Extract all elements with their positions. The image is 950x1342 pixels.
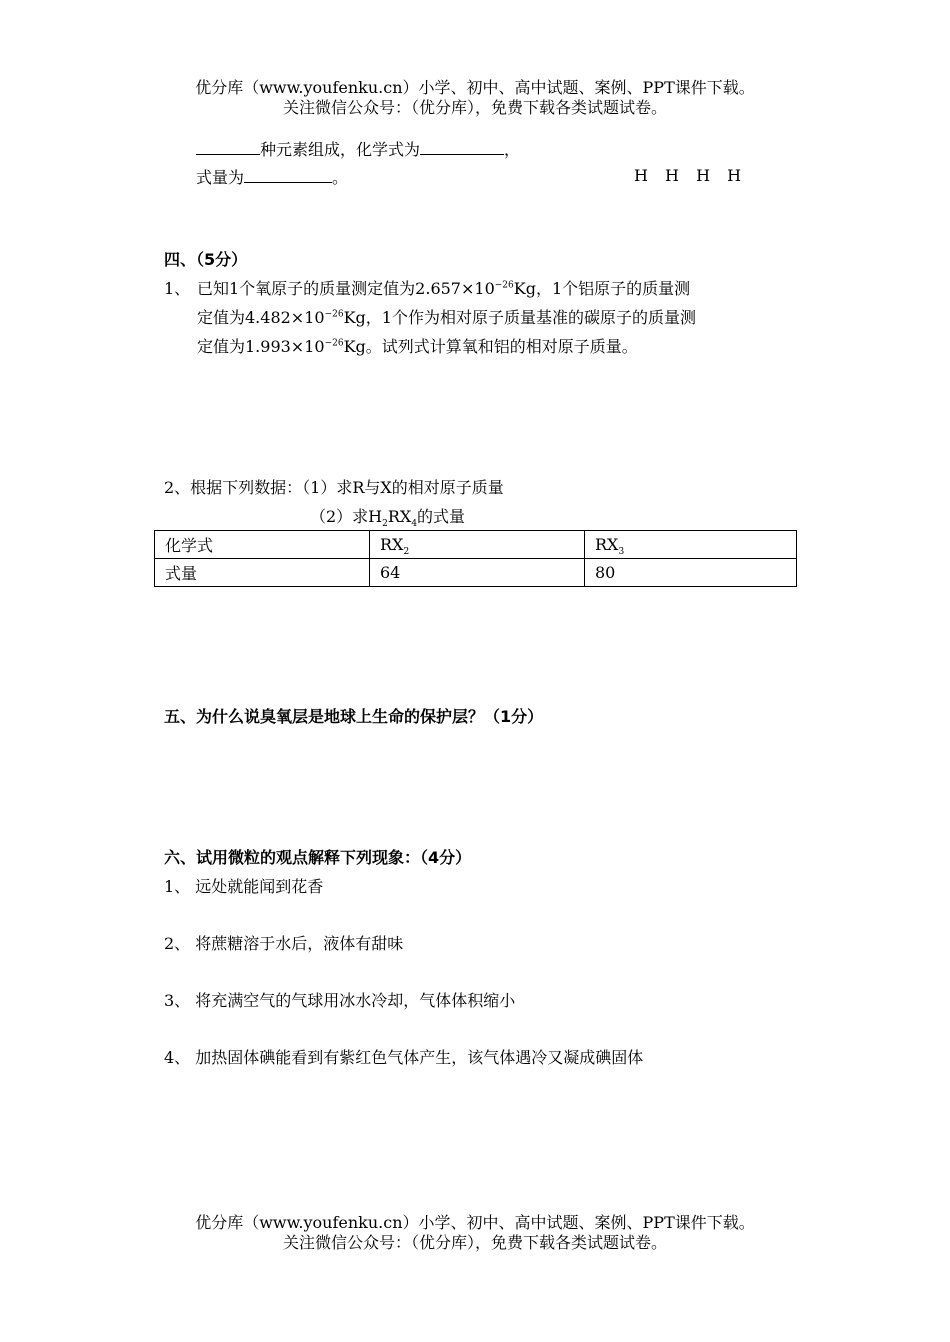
answer-blank[interactable] bbox=[196, 138, 260, 155]
formula: RX bbox=[380, 535, 404, 554]
question-2-line-1: 2、根据下列数据：（1）求R与X的相对原子质量 bbox=[164, 478, 504, 497]
composition-text: 种元素组成，化学式为 bbox=[260, 140, 421, 159]
q1-text: Kg。试列式计算氧和铝的相对原子质量。 bbox=[343, 337, 638, 356]
structure-h-labels: H H H H bbox=[634, 166, 742, 185]
list-item: 1、 远处就能闻到花香 bbox=[164, 877, 324, 896]
section-4-title: 四、（5分） bbox=[164, 250, 248, 269]
table-row bbox=[155, 531, 797, 559]
table-row bbox=[155, 559, 797, 587]
formula-weight-line bbox=[196, 166, 348, 188]
answer-blank[interactable] bbox=[244, 166, 332, 183]
exponent: −26 bbox=[494, 280, 514, 291]
section-6-title: 六、试用微粒的观点解释下列现象：（4分） bbox=[164, 848, 472, 867]
question-1-line-3 bbox=[197, 337, 638, 357]
footer-line-1: 优分库（www.youfenku.cn）小学、初中、高中试题、案例、PPT课件下载。 bbox=[195, 1213, 755, 1232]
q1-text: 定值为4.482×10 bbox=[197, 308, 325, 327]
formula-weight-text: 式量为 bbox=[196, 168, 245, 187]
question-1-line-2 bbox=[197, 308, 696, 328]
table-header-cell: 式量 bbox=[155, 559, 370, 587]
section-5-title: 五、为什么说臭氧层是地球上生命的保护层？（1分） bbox=[164, 707, 544, 726]
q1-text: Kg，1个铝原子的质量测 bbox=[513, 279, 691, 298]
table-cell bbox=[585, 531, 797, 559]
punctuation: ， bbox=[504, 140, 521, 159]
formula: RX bbox=[595, 535, 619, 554]
header-line-1: 优分库（www.youfenku.cn）小学、初中、高中试题、案例、PPT课件下载。 bbox=[195, 78, 755, 97]
subscript: 2 bbox=[403, 547, 410, 558]
exponent: −26 bbox=[324, 309, 344, 320]
footer-line-2: 关注微信公众号：（优分库），免费下载各类试题试卷。 bbox=[282, 1233, 667, 1252]
subscript: 4 bbox=[411, 519, 418, 530]
list-item: 4、 加热固体碘能看到有紫红色气体产生，该气体遇冷又凝成碘固体 bbox=[164, 1048, 644, 1067]
q2-text: 的式量 bbox=[417, 507, 466, 526]
data-table bbox=[154, 530, 797, 587]
question-2-line-2 bbox=[310, 507, 466, 530]
list-item: 3、 将充满空气的气球用冰水冷却，气体体积缩小 bbox=[164, 991, 516, 1010]
header-line-2: 关注微信公众号：（优分库），免费下载各类试题试卷。 bbox=[282, 98, 667, 117]
question-1-line-1 bbox=[197, 279, 690, 299]
subscript: 3 bbox=[618, 547, 625, 558]
exponent: −26 bbox=[324, 338, 344, 349]
q1-text: 已知1个氧原子的质量测定值为2.657×10 bbox=[197, 279, 495, 298]
composition-line bbox=[196, 138, 520, 160]
table-cell bbox=[370, 531, 585, 559]
question-1-number: 1、 bbox=[164, 279, 191, 298]
list-item: 2、 将蔗糖溶于水后，液体有甜味 bbox=[164, 934, 404, 953]
table-header-cell: 化学式 bbox=[155, 531, 370, 559]
q1-text: 定值为1.993×10 bbox=[197, 337, 325, 356]
q2-text: RX bbox=[387, 507, 412, 526]
answer-blank[interactable] bbox=[420, 138, 504, 155]
q2-text: （2）求H bbox=[310, 507, 383, 526]
table-cell: 64 bbox=[370, 559, 585, 587]
punctuation: 。 bbox=[332, 168, 349, 187]
table-cell: 80 bbox=[585, 559, 797, 587]
subscript: 2 bbox=[382, 519, 388, 530]
q1-text: Kg，1个作为相对原子质量基准的碳原子的质量测 bbox=[343, 308, 696, 327]
